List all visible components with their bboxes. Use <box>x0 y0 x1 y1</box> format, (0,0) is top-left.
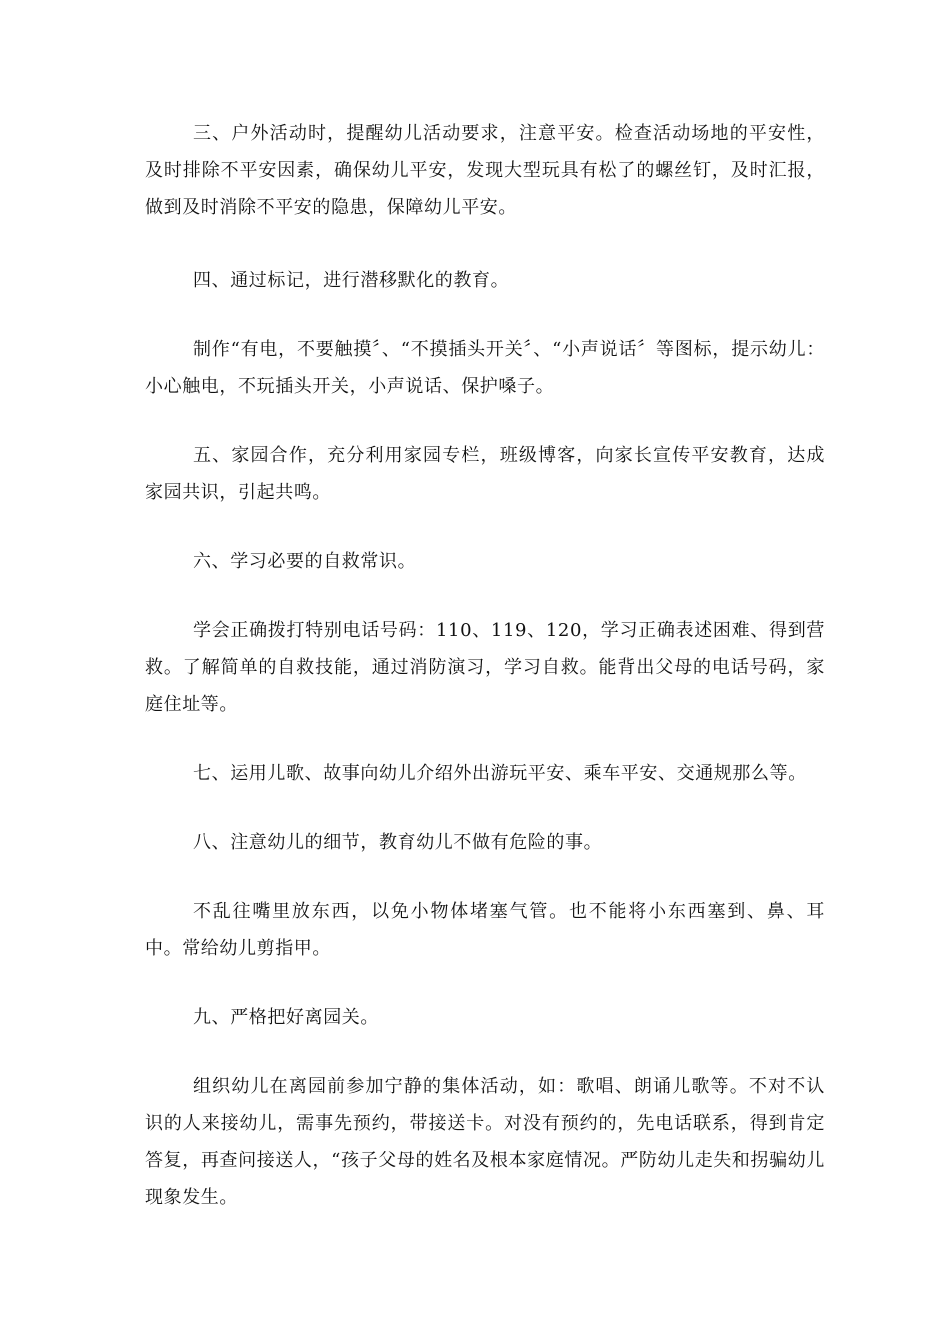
paragraph-heading-self-rescue: 六、学习必要的自救常识。 <box>193 551 417 572</box>
paragraph-home-school: 五、家园合作，充分利用家园专栏，班级博客，向家长宣传平安教育，达成家园共识，引起共鸣。 <box>145 445 825 503</box>
paragraph-emergency-numbers: 学会正确拨打特别电话号码：110、119、120，学习正确表述困难、得到营救。了解简单的自救技能，通过消防演习，学习自救。能背出父母的电话号码，家庭住址等。 <box>145 620 825 715</box>
paragraph-heading-markers: 四、通过标记，进行潜移默化的教育。 <box>193 270 510 291</box>
paragraph-safety-icons: 制作“有电，不要触摸〞、“不摸插头开关〞、“小声说话〞等图标，提示幼儿：小心触电，不玩插头开关，小声说话、保护嗓子。 <box>145 339 825 397</box>
paragraph-heading-details: 八、注意幼儿的细节，教育幼儿不做有危险的事。 <box>193 832 603 853</box>
paragraph-songs-stories: 七、运用儿歌、故事向幼儿介绍外出游玩平安、乘车平安、交通规那么等。 <box>193 763 807 784</box>
paragraph-heading-departure: 九、严格把好离园关。 <box>193 1007 379 1028</box>
paragraph-departure-procedure: 组织幼儿在离园前参加宁静的集体活动，如：歌唱、朗诵儿歌等。不对不认识的人来接幼儿，需事先预约，带接送卡。对没有预约的，先电话联系，得到肯定答复，再查问接送人，“孩子父母的姓名及根本家庭情况。严防幼儿走失和拐骗幼儿现象发生。 <box>145 1076 825 1208</box>
paragraph-small-objects: 不乱往嘴里放东西，以免小物体堵塞气管。也不能将小东西塞到、鼻、耳中。常给幼儿剪指甲。 <box>145 901 825 959</box>
paragraph-outdoor-safety: 三、户外活动时，提醒幼儿活动要求，注意平安。检查活动场地的平安性，及时排除不平安因素，确保幼儿平安，发现大型玩具有松了的螺丝钉，及时汇报，做到及时消除不平安的隐患，保障幼儿平安。 <box>145 123 825 218</box>
